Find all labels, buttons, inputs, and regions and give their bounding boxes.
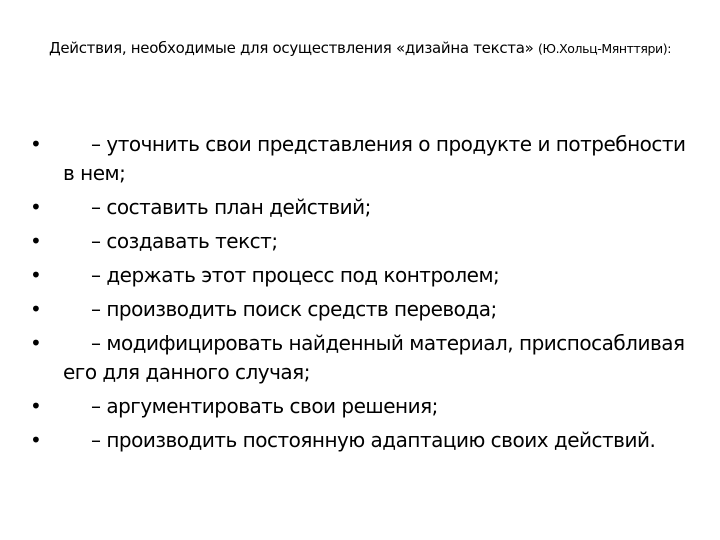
bullet-item — [30, 329, 700, 387]
bullet-dot-icon: • — [30, 263, 42, 287]
bullet-text: – держать этот процесс под контролем; — [91, 263, 500, 287]
bullet-dot-icon: • — [30, 132, 42, 156]
bullet-item — [30, 392, 700, 421]
title-main-text: Действия, необходимые для осуществления «дизайна текста» — [48, 39, 538, 57]
bullet-item — [30, 130, 700, 188]
bullet-dot-icon: • — [30, 297, 42, 321]
bullet-dot-icon: • — [30, 229, 42, 253]
bullet-text: – составить план действий; — [91, 195, 371, 219]
slide-title — [30, 37, 690, 60]
bullet-text: – создавать текст; — [91, 229, 278, 253]
title-source-text: (Ю.Хольц-Мянттяри): — [538, 41, 672, 56]
bullet-dot-icon: • — [30, 394, 42, 418]
bullet-text: – производить постоянную адаптацию своих действий. — [91, 428, 656, 452]
bullet-text: – уточнить свои представления о продукте и потребности в нем; — [63, 132, 686, 185]
bullet-item — [30, 426, 700, 455]
bullet-dot-icon: • — [30, 195, 42, 219]
bullet-text: – производить поиск средств перевода; — [91, 297, 497, 321]
bullet-item — [30, 193, 700, 222]
bullet-item — [30, 261, 700, 290]
bullet-item — [30, 227, 700, 256]
bullet-text: – аргументировать свои решения; — [91, 394, 438, 418]
bullet-list — [30, 130, 700, 460]
bullet-item — [30, 295, 700, 324]
bullet-dot-icon: • — [30, 331, 42, 355]
bullet-text: – модифицировать найденный материал, приспосабливая его для данного случая; — [63, 331, 685, 384]
bullet-dot-icon: • — [30, 428, 42, 452]
